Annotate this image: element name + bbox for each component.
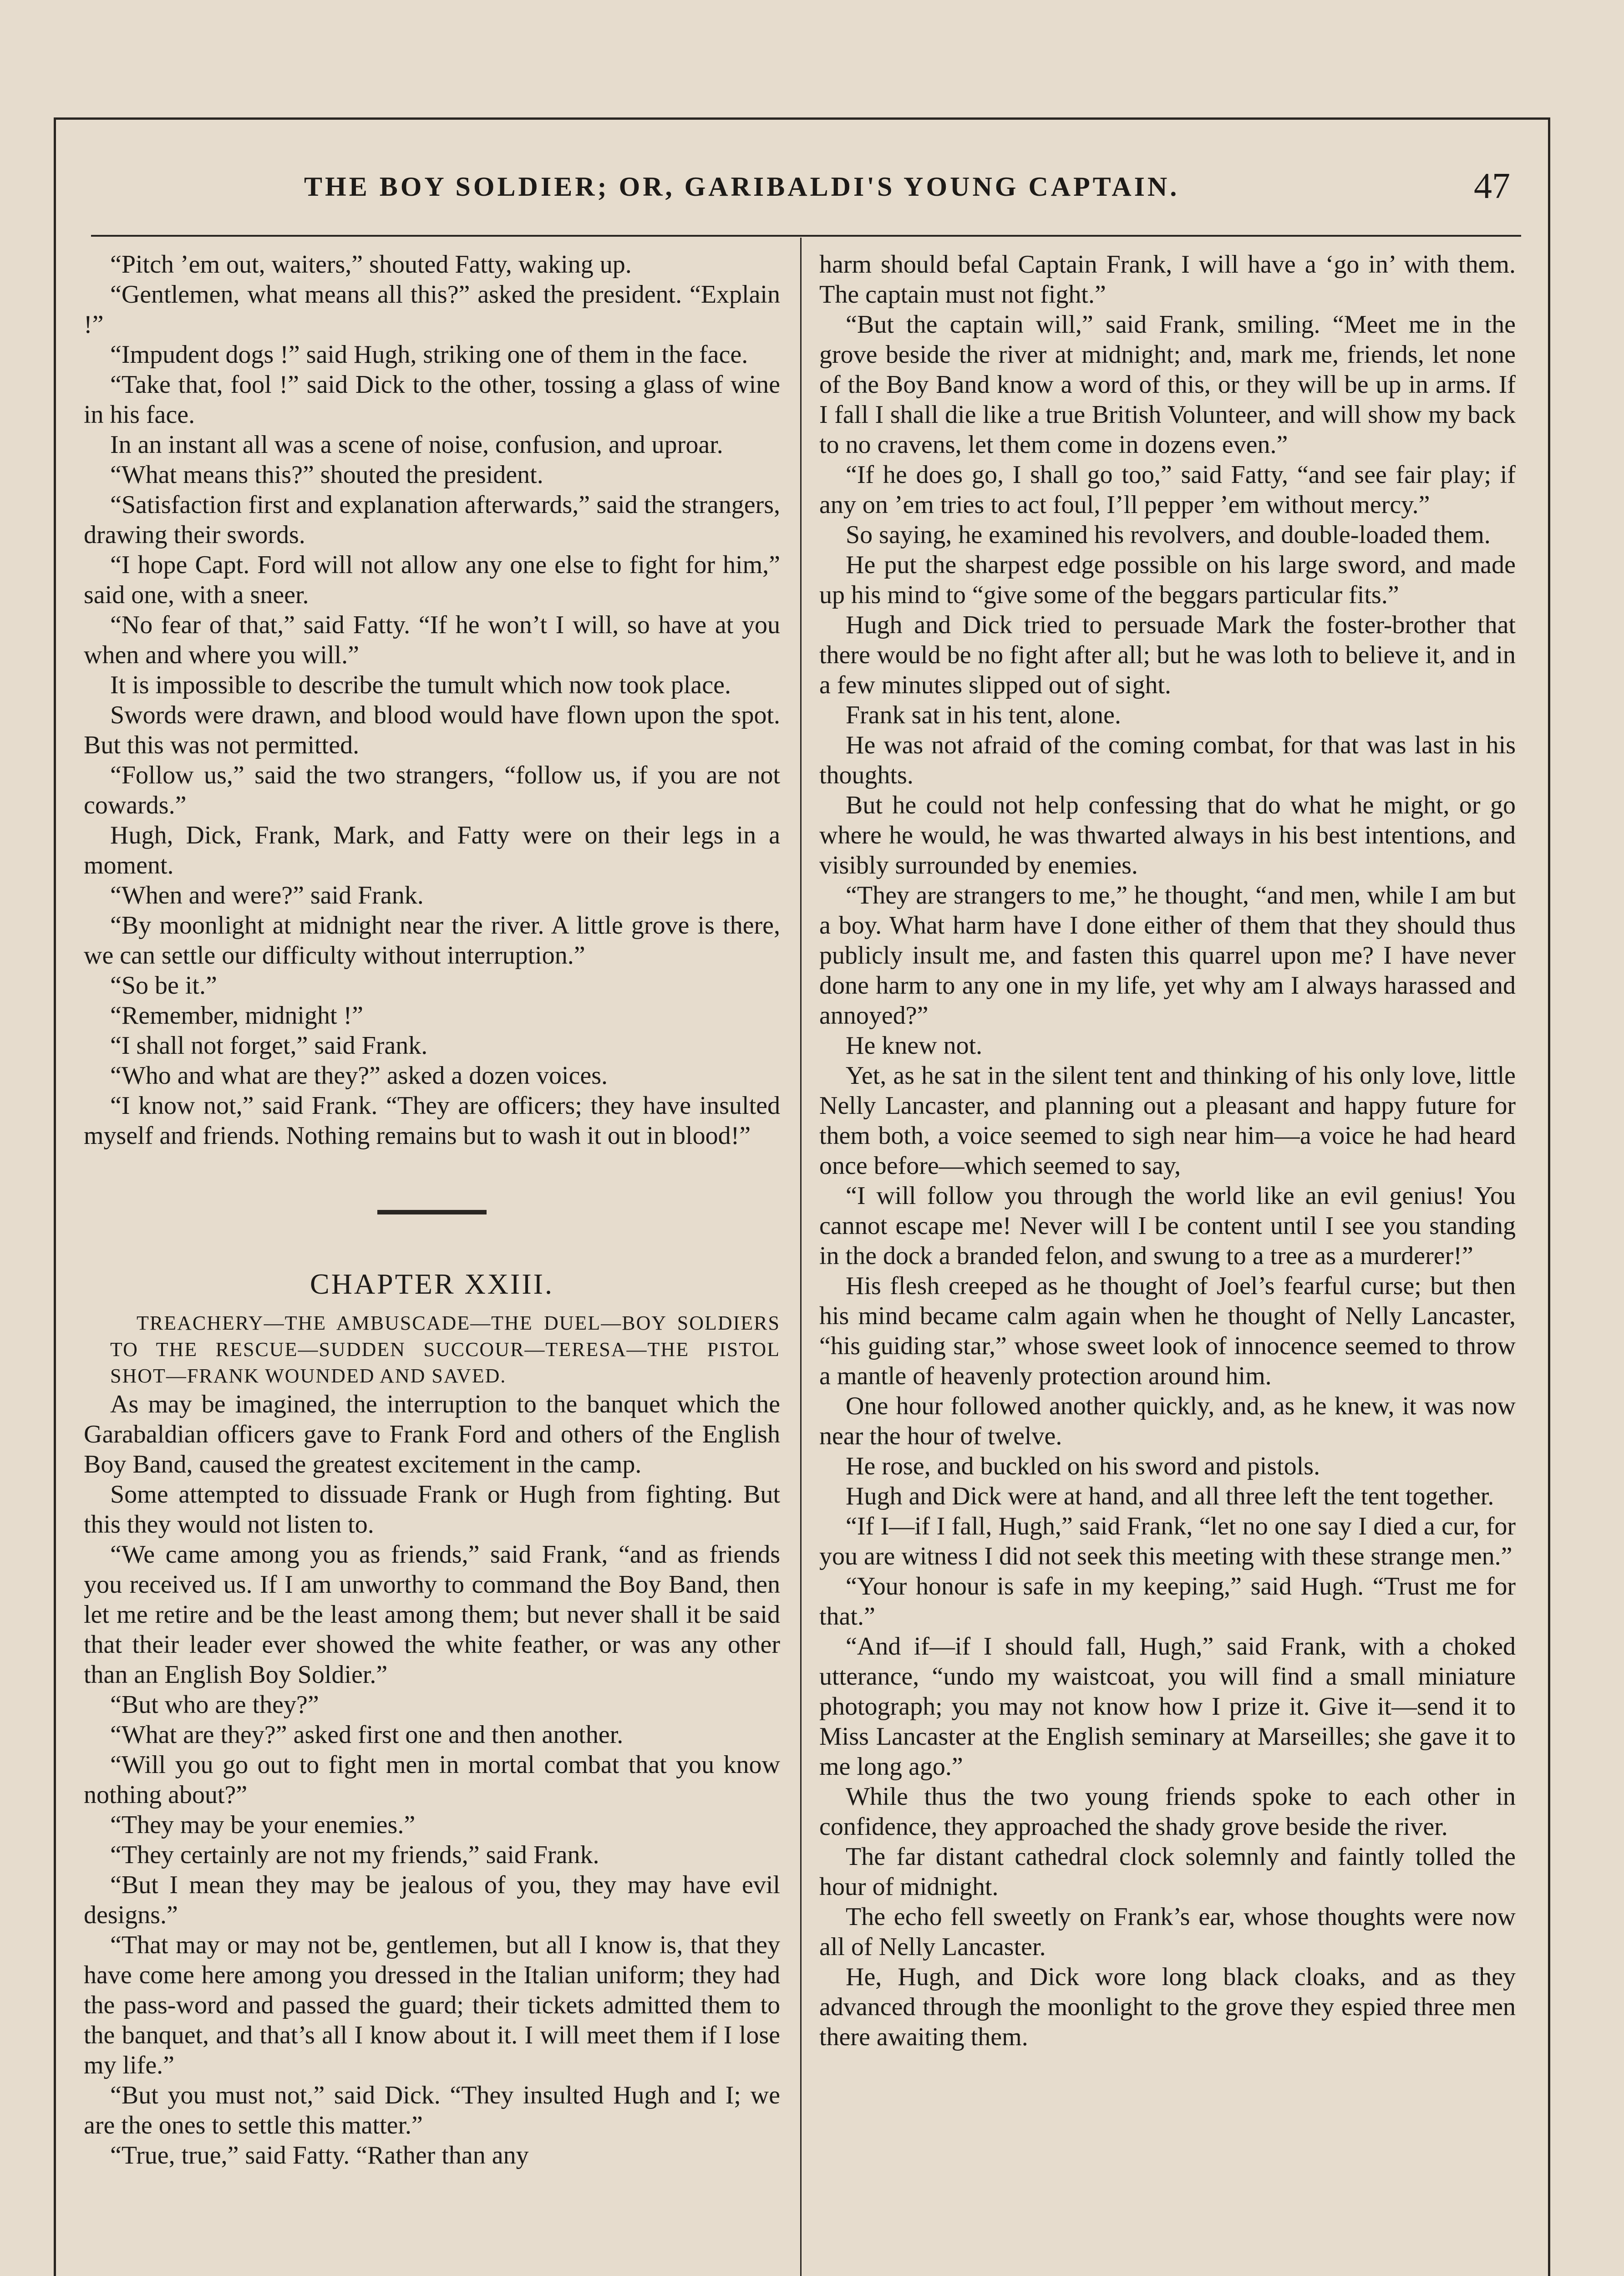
paragraph: He rose, and buckled on his sword and pistols. bbox=[846, 1452, 1320, 1480]
paragraph: It is impossible to describe the tumult which now took place. bbox=[110, 671, 731, 699]
paragraph: So saying, he examined his revolvers, and double-loaded them. bbox=[846, 521, 1491, 549]
paragraph: Frank sat in his tent, alone. bbox=[846, 701, 1122, 729]
paragraph: As may be imagined, the interruption to the banquet which the Garabaldian officers gave to Frank Ford and others of the English Boy Band, caused the greatest excitement in the camp. bbox=[84, 1390, 780, 1478]
section-divider-ornament bbox=[377, 1210, 487, 1214]
paragraph: “They may be your enemies.” bbox=[110, 1811, 416, 1839]
paragraph: Yet, as he sat in the silent tent and thinking of his only love, little Nelly Lancaster, and planning out a pleasant and happy future for them both, a voice seemed to sigh near him—a voice he had heard once before—which seemed to say, bbox=[819, 1062, 1516, 1180]
paragraph: “I hope Capt. Ford will not allow any one else to fight for him,” said one, with a sneer. bbox=[84, 551, 780, 609]
right-column bbox=[819, 249, 1516, 2052]
paragraph: “But who are they?” bbox=[110, 1691, 319, 1719]
paragraph: His flesh creeped as he thought of Joel’s fearful curse; but then his mind became calm again when he thought of Nelly Lancaster, “his guiding star,” whose sweet look of innocence seemed to throw a mantle of heavenly protection around him. bbox=[819, 1272, 1516, 1390]
chapter-title: CHAPTER XXIII. bbox=[310, 1268, 554, 1300]
paragraph: “If he does go, I shall go too,” said Fatty, “and see fair play; if any on ’em tries to act foul, I’ll pepper ’em without mercy.” bbox=[819, 461, 1516, 519]
paragraph: “By moonlight at midnight near the river. A little grove is there, we can settle our difficulty without interruption.” bbox=[84, 911, 780, 970]
paragraph: “They certainly are not my friends,” said Frank. bbox=[110, 1841, 599, 1869]
paragraph: “But the captain will,” said Frank, smiling. “Meet me in the grove beside the river at midnight; and, mark me, friends, let none of the Boy Band know a word of this, or they will be up in arms. If I fall I shall die like a true British Volunteer, and will show my back to no cravens, let them come in dozens even.” bbox=[819, 310, 1516, 459]
paragraph: “But I mean they may be jealous of you, they may have evil designs.” bbox=[84, 1871, 780, 1929]
paragraph: “Who and what are they?” asked a dozen voices. bbox=[110, 1062, 608, 1090]
column-divider bbox=[800, 238, 802, 2276]
paragraph: “Satisfaction first and explanation afterwards,” said the strangers, drawing their swords. bbox=[84, 491, 780, 549]
paragraph: Hugh and Dick tried to persuade Mark the foster-brother that there would be no fight after all; but he was loth to believe it, and in a few minutes slipped out of sight. bbox=[819, 611, 1516, 699]
paragraph: “When and were?” said Frank. bbox=[110, 881, 424, 909]
paragraph: While thus the two young friends spoke to each other in confidence, they approached the shady grove beside the river. bbox=[819, 1783, 1516, 1841]
paragraph: “I will follow you through the world like an evil genius! You cannot escape me! Never will I be content until I see you standing in the dock a branded felon, and swung to a tree as a murderer!” bbox=[819, 1182, 1516, 1270]
paragraph: “We came among you as friends,” said Frank, “and as friends you received us. If I am unworthy to command the Boy Band, then let me retire and be the least among them; but never shall it be said that their leader ever showed the white feather, or was any other than an English Boy Soldier.” bbox=[84, 1540, 780, 1689]
paragraph: “What are they?” asked first one and then another. bbox=[110, 1721, 624, 1749]
chapter-summary: TREACHERY—THE AMBUSCADE—THE DUEL—BOY SOLDIERS TO THE RESCUE—SUDDEN SUCCOUR—TERESA—THE PISTOL SHOT—FRANK WOUNDED AND SAVED. bbox=[110, 1312, 780, 1387]
left-text-after-chapter bbox=[84, 1389, 780, 2170]
paragraph: One hour followed another quickly, and, as he knew, it was now near the hour of twelve. bbox=[819, 1392, 1516, 1450]
paragraph: “Impudent dogs !” said Hugh, striking one of them in the face. bbox=[110, 340, 748, 369]
paragraph: “Your honour is safe in my keeping,” said Hugh. “Trust me for that.” bbox=[819, 1572, 1516, 1631]
paragraph: “And if—if I should fall, Hugh,” said Frank, with a choked utterance, “undo my waistcoat, you will find a small miniature photograph; you may not know how I prize it. Give it—send it to Miss Lancaster at the English seminary at Marseilles; she gave it to me long ago.” bbox=[819, 1632, 1516, 1781]
paragraph: “If I—if I fall, Hugh,” said Frank, “let no one say I died a cur, for you are witness I did not seek this meeting with these strange men.” bbox=[819, 1512, 1516, 1570]
paragraph: “I shall not forget,” said Frank. bbox=[110, 1031, 428, 1060]
paragraph: “Remember, midnight !” bbox=[110, 1001, 364, 1030]
paragraph: Some attempted to dissuade Frank or Hugh from fighting. But this they would not listen to. bbox=[84, 1480, 780, 1539]
right-text bbox=[819, 249, 1516, 2052]
paragraph: Swords were drawn, and blood would have flown upon the spot. But this was not permitted. bbox=[84, 701, 780, 759]
running-header bbox=[54, 155, 1546, 228]
paragraph: harm should befal Captain Frank, I will have a ‘go in’ with them. The captain must not fight.” bbox=[819, 250, 1516, 309]
page-number: 47 bbox=[1474, 166, 1510, 206]
paragraph: The echo fell sweetly on Frank’s ear, whose thoughts were now all of Nelly Lancaster. bbox=[819, 1903, 1516, 1961]
paragraph: “No fear of that,” said Fatty. “If he won’t I will, so have at you when and where you will.” bbox=[84, 611, 780, 669]
paragraph: Hugh and Dick were at hand, and all three left the tent together. bbox=[846, 1482, 1494, 1510]
paragraph: “That may or may not be, gentlemen, but all I know is, that they have come here among you dressed in the Italian uniform; they had the pass-word and passed the guard; their tickets admitted them to the banquet, and that’s all I know about it. I will meet them if I lose my life.” bbox=[84, 1931, 780, 2079]
paragraph: The far distant cathedral clock solemnly and faintly tolled the hour of midnight. bbox=[819, 1843, 1516, 1901]
paragraph: “But you must not,” said Dick. “They insulted Hugh and I; we are the ones to settle this matter.” bbox=[84, 2081, 780, 2139]
paragraph: In an instant all was a scene of noise, confusion, and uproar. bbox=[110, 431, 723, 459]
paragraph: “What means this?” shouted the president. bbox=[110, 461, 543, 489]
paragraph: “I know not,” said Frank. “They are officers; they have insulted myself and friends. Nothing remains but to wash it out in blood!” bbox=[84, 1092, 780, 1150]
paragraph: He knew not. bbox=[846, 1031, 983, 1060]
paragraph: He was not afraid of the coming combat, for that was last in his thoughts. bbox=[819, 731, 1516, 789]
paragraph: But he could not help confessing that do what he might, or go where he would, he was thwarted always in his best intentions, and visibly surrounded by enemies. bbox=[819, 791, 1516, 879]
left-text-before-chapter bbox=[84, 249, 780, 1151]
paragraph: “Will you go out to fight men in mortal combat that you know nothing about?” bbox=[84, 1751, 780, 1809]
paragraph: “Gentlemen, what means all this?” asked the president. “Explain !” bbox=[84, 280, 780, 339]
paragraph: “They are strangers to me,” he thought, “and men, while I am but a boy. What harm have I done either of them that they should thus publicly insult me, and fasten this quarrel upon me? I have never done harm to any one in my life, yet why am I always harassed and annoyed?” bbox=[819, 881, 1516, 1030]
paragraph: “Pitch ’em out, waiters,” shouted Fatty, waking up. bbox=[110, 250, 632, 279]
paragraph: “Take that, fool !” said Dick to the other, tossing a glass of wine in his face. bbox=[84, 371, 780, 429]
paragraph: “So be it.” bbox=[110, 971, 217, 1000]
paragraph: He put the sharpest edge possible on his large sword, and made up his mind to “give some of the beggars particular fits.” bbox=[819, 551, 1516, 609]
left-column bbox=[84, 249, 780, 2170]
header-rule bbox=[91, 235, 1521, 237]
paragraph: “True, true,” said Fatty. “Rather than any bbox=[110, 2141, 529, 2169]
running-title: THE BOY SOLDIER; OR, GARIBALDI'S YOUNG CAPTAIN. bbox=[304, 172, 1180, 202]
paragraph: “Follow us,” said the two strangers, “follow us, if you are not cowards.” bbox=[84, 761, 780, 819]
paragraph: He, Hugh, and Dick wore long black cloaks, and as they advanced through the moonlight to the grove they espied three men there awaiting them. bbox=[819, 1963, 1516, 2051]
paragraph: Hugh, Dick, Frank, Mark, and Fatty were on their legs in a moment. bbox=[84, 821, 780, 879]
